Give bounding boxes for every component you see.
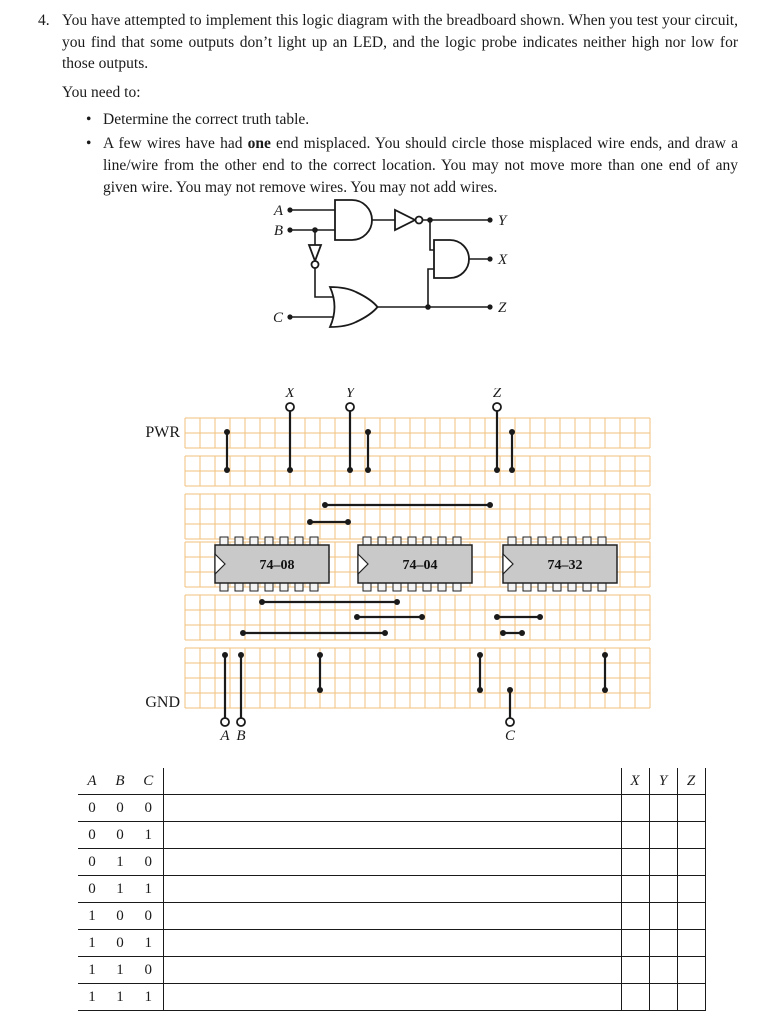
input-bit-cell: 0 (134, 957, 163, 984)
input-bit-cell: 0 (134, 849, 163, 876)
wire-end-dot (509, 467, 515, 473)
wire-end-dot (487, 502, 493, 508)
output-label-x: X (498, 252, 508, 268)
input-bit-cell: 1 (134, 930, 163, 957)
input-bit-cell: 1 (78, 957, 106, 984)
chip-label: 74–08 (259, 558, 295, 573)
wire-end-dot (419, 614, 425, 620)
output-answer-cell-y (649, 903, 677, 930)
input-bit-cell: 0 (106, 903, 134, 930)
wire-end-dot (394, 599, 400, 605)
task-item-wires (86, 133, 738, 198)
input-bit-cell: 1 (78, 930, 106, 957)
inverter-bubble (416, 217, 423, 224)
task-text-post: end misplaced. You should circle those misplaced wire ends, and draw a line/wire from the other end to the correct location. You may not move more than one end of any given wire. You may not remove wires. You may not add wires. (103, 135, 738, 196)
input-bit-cell: 0 (106, 795, 134, 822)
output-answer-cell-y (649, 957, 677, 984)
input-bit-cell: 0 (134, 903, 163, 930)
output-answer-cell-z (677, 876, 705, 903)
bullet-icon: • (86, 110, 92, 128)
input-bit-cell: 1 (134, 876, 163, 903)
output-answer-cell-y (649, 930, 677, 957)
truth-table (78, 768, 706, 1011)
input-bit-cell: 1 (134, 822, 163, 849)
probe-label-x: X (285, 388, 295, 401)
work-area-cell (163, 957, 621, 984)
input-label-c: C (272, 310, 283, 326)
wire-end-dot (509, 429, 515, 435)
problem-statement (38, 10, 738, 202)
wire-end-dot (494, 614, 500, 620)
output-answer-cell-x (621, 822, 649, 849)
input-label-a: A (273, 203, 283, 219)
work-area-cell (163, 822, 621, 849)
wire-end-dot (259, 599, 265, 605)
wire-end-dot (322, 502, 328, 508)
input-a-terminal (221, 718, 229, 726)
wire-end-dot (354, 614, 360, 620)
truth-table-header-row (78, 768, 705, 795)
ic-chip (215, 537, 329, 591)
and-gate-2 (434, 240, 469, 278)
ic-chip (503, 537, 617, 591)
truth-table-row (78, 984, 705, 1011)
input-label-c: C (504, 728, 516, 744)
wire-end-dot (345, 519, 351, 525)
output-answer-cell-z (677, 849, 705, 876)
or-gate (330, 287, 378, 327)
probe-label-y: Y (345, 388, 355, 401)
logic-diagram (250, 192, 530, 337)
wire-end-dot (477, 652, 483, 658)
wire-end-dot (602, 687, 608, 693)
input-bit-cell: 0 (106, 822, 134, 849)
input-bit-cell: 0 (106, 930, 134, 957)
input-bit-cell: 1 (78, 984, 106, 1011)
bullet-icon: • (86, 135, 92, 153)
task-text-bold: one (247, 135, 271, 153)
task-text: Determine the correct truth table. (103, 110, 310, 128)
work-area-cell (163, 876, 621, 903)
problem-number: 4. (38, 12, 50, 29)
output-answer-cell-y (649, 822, 677, 849)
wire-end-dot (240, 630, 246, 636)
truth-table-row (78, 957, 705, 984)
truth-table-row (78, 822, 705, 849)
work-area-cell (163, 849, 621, 876)
output-answer-cell-z (677, 822, 705, 849)
input-bit-cell: 1 (106, 984, 134, 1011)
logic-gates (309, 200, 469, 327)
probe-y-terminal (346, 403, 354, 411)
wire-end-dot (317, 652, 323, 658)
need-to-text: You need to: (62, 84, 141, 102)
output-answer-cell-y (649, 795, 677, 822)
gnd-label: GND (145, 694, 180, 711)
output-answer-cell-x (621, 795, 649, 822)
output-answer-cell-x (621, 903, 649, 930)
wire-end-dot (307, 519, 313, 525)
probe-z-terminal (493, 403, 501, 411)
header-a: A (78, 768, 106, 795)
inverter-gate (395, 210, 415, 230)
wire-end-dot (537, 614, 543, 620)
output-answer-cell-x (621, 849, 649, 876)
input-label-b: B (273, 223, 283, 239)
output-answer-cell-x (621, 984, 649, 1011)
input-bit-cell: 0 (78, 795, 106, 822)
input-bit-cell: 0 (78, 876, 106, 903)
breadboard-diagram (130, 388, 660, 748)
task-item-truth-table (86, 109, 738, 131)
work-area-cell (163, 795, 621, 822)
truth-table-row (78, 849, 705, 876)
output-answer-cell-y (649, 876, 677, 903)
wire-end-dot (477, 687, 483, 693)
output-answer-cell-z (677, 957, 705, 984)
output-answer-cell-z (677, 795, 705, 822)
input-bit-cell: 1 (106, 957, 134, 984)
chip-label: 74–04 (402, 558, 438, 573)
header-spacer (163, 768, 621, 795)
output-answer-cell-x (621, 957, 649, 984)
probe-label-z: Z (492, 388, 502, 401)
work-area-cell (163, 930, 621, 957)
inverter-bubble-down (312, 261, 319, 268)
header-z: Z (677, 768, 705, 795)
task-text-pre: A few wires have had (103, 135, 248, 153)
inverter-gate-down (309, 245, 321, 261)
work-area-cell (163, 984, 621, 1011)
wire-end-dot (365, 467, 371, 473)
truth-table-row (78, 795, 705, 822)
truth-table-row (78, 876, 705, 903)
probe-x-terminal (286, 403, 294, 411)
output-answer-cell-x (621, 876, 649, 903)
and-gate-1 (335, 200, 372, 240)
wire-end-dot (224, 429, 230, 435)
output-answer-cell-z (677, 903, 705, 930)
pwr-label: PWR (145, 424, 180, 441)
input-bit-cell: 1 (106, 849, 134, 876)
chip-label: 74–32 (547, 558, 583, 573)
input-bit-cell: 0 (78, 822, 106, 849)
header-y: Y (649, 768, 677, 795)
input-bit-cell: 0 (78, 849, 106, 876)
output-answer-cell-y (649, 984, 677, 1011)
breadboard-chips (215, 537, 617, 591)
wire-end-dot (287, 467, 293, 473)
work-area-cell (163, 903, 621, 930)
input-label-a: A (220, 728, 230, 744)
header-b: B (106, 768, 134, 795)
wire-end-dot (602, 652, 608, 658)
wire-end-dot (238, 652, 244, 658)
header-c: C (134, 768, 163, 795)
wire-end-dot (507, 687, 513, 693)
wire-end-dot (519, 630, 525, 636)
wire-end-dot (494, 467, 500, 473)
output-label-y: Y (498, 213, 507, 229)
ic-chip (358, 537, 472, 591)
wire-end-dot (365, 429, 371, 435)
truth-table-row (78, 930, 705, 957)
input-c-terminal (506, 718, 514, 726)
output-answer-cell-y (649, 849, 677, 876)
wire-end-dot (222, 652, 228, 658)
input-bit-cell: 1 (78, 903, 106, 930)
rail-labels (145, 424, 180, 711)
wire-end-dot (317, 687, 323, 693)
problem-intro-text: You have attempted to implement this logic diagram with the breadboard shown. When you test your circuit, you find that some outputs don’t light up an LED, and the logic probe indicates neither high nor low for those outputs. (62, 12, 738, 73)
wire-end-dot (224, 467, 230, 473)
header-x: X (621, 768, 649, 795)
output-answer-cell-z (677, 984, 705, 1011)
wire-end-dot (500, 630, 506, 636)
output-answer-cell-z (677, 930, 705, 957)
wire-end-dot (347, 467, 353, 473)
output-answer-cell-x (621, 930, 649, 957)
input-b-terminal (237, 718, 245, 726)
truth-table-row (78, 903, 705, 930)
input-bit-cell: 1 (106, 876, 134, 903)
output-label-z: Z (498, 300, 507, 316)
task-list (86, 109, 738, 199)
wire-end-dot (382, 630, 388, 636)
input-bit-cell: 1 (134, 984, 163, 1011)
input-bit-cell: 0 (134, 795, 163, 822)
input-label-b: B (236, 728, 246, 744)
